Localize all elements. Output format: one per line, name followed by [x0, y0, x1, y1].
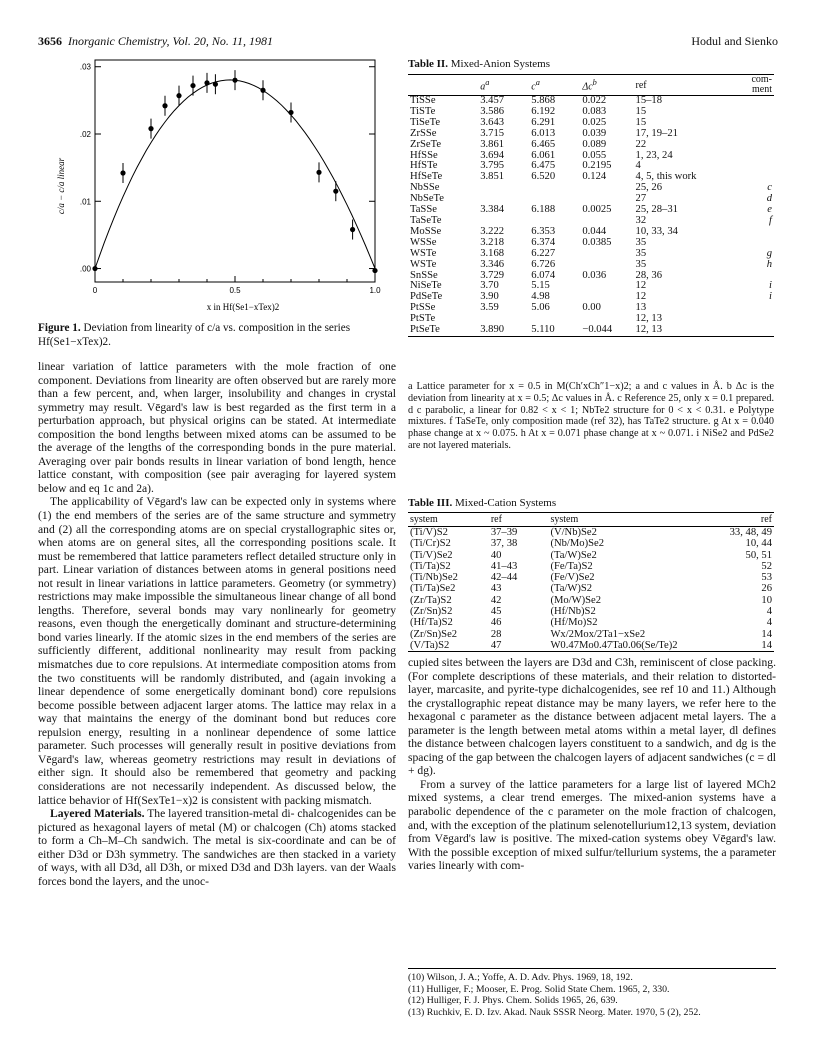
cell-ref: 28, 36: [635, 269, 663, 281]
cell-ref: 10, 44: [745, 538, 772, 550]
cell-dc: [580, 249, 633, 260]
table-row: [408, 640, 774, 652]
col-system-1: system: [408, 513, 489, 527]
cell-ref: 25, 28–31: [635, 204, 678, 216]
data-point: [176, 93, 181, 98]
chart-points: [92, 70, 377, 280]
cell-dc: 0.036: [582, 269, 607, 281]
cell-ref: 17, 19–21: [635, 127, 678, 139]
table-row: [408, 325, 774, 336]
cell-system: PtSSe: [410, 302, 436, 314]
cell-dc: [580, 260, 633, 271]
running-authors: Hodul and Sienko: [691, 34, 778, 48]
cell-c: 6.188: [531, 204, 556, 216]
cell-a: 3.218: [480, 236, 505, 248]
cell-dc: 0.2195: [582, 160, 612, 172]
y-tick-label: .01: [79, 197, 91, 207]
cell-ref: 28: [490, 628, 502, 640]
section-heading: Layered Materials.: [50, 807, 145, 821]
table-row: [408, 550, 774, 561]
cell-system: SnSSe: [410, 269, 438, 281]
reference: (13) Ruchkiv, E. D. Izv. Akad. Nauk SSSR Neorg. Mater. 1970, 5 (2), 252.: [408, 1006, 701, 1018]
cell-system: TiSeTe: [410, 116, 441, 128]
col-dc-sup: b: [592, 77, 597, 87]
left-column-text: [38, 360, 396, 888]
journal-title: Inorganic Chemistry, Vol. 20, No. 11, 1981: [68, 34, 273, 48]
paragraph: From a survey of the lattice parameters for a large list of layered MCh2 mixed systems, a clear trend emerges. The mixed-anion systems have a parabolic dependence of the c parameter on the mole fraction of chalcogen, and, with the exception of the platinum selenotellurium12,13 system, deviation from Vēgard's law is positive. The mixed-cation systems obey Vēgard's law. With the possible exception of mixed sulfur/tellurium systems, the a parameter varies linearly with com-: [408, 777, 776, 873]
cell-a: 3.795: [480, 160, 505, 172]
cell-ref: 10, 33, 34: [635, 225, 678, 237]
cell-ref: 50, 51: [745, 549, 772, 561]
cell-system: MoSSe: [410, 225, 442, 237]
cell-system: (Ti/V)Se2: [410, 549, 453, 561]
cell-comment: d: [766, 193, 772, 205]
cell-system: (V/Ta)S2: [408, 640, 489, 652]
col-ref-1: ref: [489, 513, 549, 527]
cell-comment: [736, 118, 774, 129]
cell-ref: 52: [761, 560, 772, 572]
table-3-title-text: Mixed-Cation Systems: [454, 497, 557, 509]
cell-comment: f: [769, 214, 772, 226]
table-row: [408, 129, 774, 140]
col-a: a: [480, 81, 486, 93]
cell-c: 5.868: [531, 95, 556, 106]
col-c: c: [531, 81, 536, 93]
data-point: [162, 103, 167, 108]
cell-system: (Fe/V)Se2: [550, 572, 595, 584]
cell-system: NbSeTe: [410, 193, 444, 205]
table-3: [408, 512, 774, 652]
cell-dc: 0.025: [582, 116, 607, 128]
col-a-sup: a: [485, 77, 490, 87]
data-point: [190, 83, 195, 88]
table-row: [408, 629, 774, 640]
paragraph-layered: [38, 807, 396, 888]
cell-ref: 35: [635, 236, 647, 248]
cell-a: 3.346: [480, 258, 505, 270]
cell-ref: 25, 26: [635, 182, 663, 194]
page-header: [38, 34, 778, 49]
data-point: [372, 268, 377, 273]
cell-dc: 0.0025: [582, 204, 612, 216]
table-row: [408, 538, 774, 549]
cell-comment: [736, 140, 774, 151]
cell-dc: 0.044: [582, 225, 607, 237]
table-row: [408, 303, 774, 314]
reference: (11) Hulliger, F.; Mooser, E. Prog. Solid State Chem. 1965, 2, 330.: [408, 983, 670, 995]
cell-dc: 0.083: [582, 105, 607, 117]
cell-c: 5.15: [531, 280, 550, 292]
col-c-sup: a: [535, 77, 540, 87]
table-row: [408, 281, 774, 292]
data-point: [316, 170, 321, 175]
cell-comment: h: [766, 258, 772, 270]
cell-dc: [580, 183, 633, 194]
cell-system: PdSeTe: [410, 291, 443, 303]
cell-system: NiSeTe: [410, 280, 442, 292]
x-tick-label: 0.5: [229, 286, 241, 295]
table-row: [408, 271, 774, 282]
table-3-body: [408, 527, 774, 652]
cell-a: 3.861: [480, 138, 505, 150]
cell-dc: −0.044: [580, 325, 633, 336]
figure-label: Figure 1.: [38, 322, 81, 334]
chart-ticks: [80, 63, 381, 295]
table-row: [408, 572, 774, 583]
cell-ref: 41–43: [490, 560, 518, 572]
cell-comment: [736, 325, 774, 336]
cell-c: 6.192: [531, 105, 556, 117]
table-2-footnotes: a Lattice parameter for x = 0.5 in M(Ch′xCh″1−x)2; a and c values in Å. b Δc is the deviation from linearity at x = 0.5; Δc values in Å. c Reference 25, only x = 0.1 prepared. d c parabolic, a linear for 0.82 < x < 1; NbTe2 structure for 0 < x < 0.31. e Polytype mixtures. f TaSeTe, only composition made (ref 32), has TaTe2 structure. g At x = 0.040 phase change at x ~ 0.075. h At x = 0.071 phase change at x ~ 0.071. i NiSe2 and PdSe2 are not layered materials.: [408, 381, 774, 451]
cell-c: 6.074: [531, 269, 556, 281]
cell-system: WSTe: [410, 258, 437, 270]
table-3-title: [408, 497, 556, 509]
figure-1-chart: [40, 54, 390, 316]
cell-comment: [736, 161, 774, 172]
cell-c: 6.520: [531, 171, 556, 183]
right-column-text: [408, 656, 776, 873]
col-comment: com- ment: [751, 74, 772, 95]
cell-system: (Hf/Ta)S2: [410, 617, 453, 629]
table-row: [408, 583, 774, 594]
table-row: [408, 238, 774, 249]
cell-system: (Fe/Ta)S2: [550, 560, 593, 572]
cell-dc: 0.022: [582, 95, 607, 106]
cell-a: 3.851: [480, 171, 505, 183]
cell-comment: [736, 96, 774, 107]
cell-ref: 37–39: [490, 527, 518, 538]
cell-system: NbSSe: [410, 182, 440, 194]
cell-c: 6.013: [531, 127, 556, 139]
cell-ref: 43: [490, 583, 502, 595]
reference: (10) Wilson, J. A.; Yoffe, A. D. Adv. Phys. 1969, 18, 192.: [408, 972, 633, 983]
cell-comment: [736, 303, 774, 314]
cell-c: 6.465: [531, 138, 556, 150]
cell-system: HfSSe: [410, 149, 438, 161]
cell-a: 3.70: [480, 280, 499, 292]
cell-system: (Hf/Nb)S2: [550, 606, 596, 618]
col-ref: ref: [635, 79, 647, 91]
table-row: [408, 561, 774, 572]
cell-system: (Ti/Cr)S2: [410, 538, 451, 550]
cell-ref: 22: [635, 138, 647, 150]
cell-ref: 14: [761, 628, 772, 640]
cell-ref: 4: [635, 160, 641, 172]
cell-a: 3.222: [480, 225, 505, 237]
cell-ref: 42–44: [490, 572, 518, 584]
col-system-2: system: [548, 513, 709, 527]
plot-frame: [95, 60, 375, 282]
table-row: [408, 260, 774, 271]
cell-comment: [736, 227, 774, 238]
cell-comment: [736, 314, 774, 325]
cell-ref: 12, 13: [634, 325, 736, 336]
cell-ref: 47: [489, 640, 549, 652]
cell-system: (Ti/Ta)S2: [410, 560, 451, 572]
cell-system: WSTe: [410, 247, 437, 259]
cell-ref: 37, 38: [490, 538, 518, 550]
data-point: [204, 80, 209, 85]
cell-system: ZrSeTe: [410, 138, 442, 150]
table-row: [408, 617, 774, 628]
cell-system: TiSTe: [410, 105, 436, 117]
paragraph: cupied sites between the layers are D3d and C3h, reminiscent of close packing. (For complete descriptions of these materials, and their relation to distorted-layer, marcasite, and pyrite-type dichalcogenides, see ref 10 and 11.) Although the crystallographic repeat distance may be many layers, we refer here to the hexagonal c parameter as the distance between adjacent metal layers. The a parameter is the length between metal atoms within a metal layer, dl defines the distance between chalcogen layers constituent to a sandwich, and dg is the spacing of the gap between the chalcogen layers of adjacent sandwiches (c = dl + dg).: [408, 656, 776, 778]
table-row: [408, 172, 774, 183]
cell-ref: 26: [761, 583, 772, 595]
cell-c: 6.061: [531, 149, 556, 161]
cell-a: [478, 183, 529, 194]
cell-system: (Zr/Sn)Se2: [410, 628, 458, 640]
cell-dc: 0.00: [582, 302, 601, 314]
paragraph: linear variation of lattice parameters with the mole fraction of one component. Deviations from linearity are often observed but are rarely more than a few percent, and, when larger, insolubility and changes in crystal symmetry may result. Vēgard's law is best regarded as the first term in a perturbation approach, but physical origins can be stated. At intermediate composition the bond lengths between mixed atoms can be assumed to be the average of the lengths of the corresponding bonds in the pure material. Averaging over pair bonds results in linear variation of bond length, hence lattice constant, with composition (see pair averaging for layered system below and eq 1c and 2a).: [38, 360, 396, 495]
cell-system: (Hf/Mo)S2: [550, 617, 598, 629]
cell-comment: [736, 129, 774, 140]
cell-dc: 0.0385: [582, 236, 612, 248]
paragraph: The applicability of Vēgard's law can be expected only in systems where (1) the end members of the series are of the same structure and symmetry and (2) all the corresponding atoms are on special crystallographic sites or, when atoms are on general sites, all the corresponding positions scale. It must be remembered that lattice parameters reflect detailed structure only in part. Linear variation of distances between atoms in general positions need not result in linear variations in lattice parameters. Geometry (or symmetry) restrictions may make impossible the simultaneous linear change of all bond lengths. Therefore, several bonds may vary nonlinearly for geometry reasons, even though the energetically dominant and structure-determining bond varies linearly. If the atomic sizes in the end members of the series are sufficiently different, additional nonlinearity may result from packing mismatches due to core repulsions. At intermediate composition atoms from the two constituents will be randomly distributed, and (again invoking a linear dependence of some energetically dominant bond) core repulsions become possible between adjacent larger atoms. The lattice may relax in a way that maintains the energy of the dominant bond but reduces core repulsion energy, resulting in a nonlinear dependence of some lattice parameter. Such processes will generally result in positive deviations from Vēgard's law, whereas geometry restrictions may result in deviations of either sign. It should also be remembered that geometry and packing considerations are not necessarily independent. As discussed below, the lattice behavior of Hf(SexTe1−x)2 is consistent with packing mismatch.: [38, 495, 396, 807]
cell-c: 5.110: [529, 325, 580, 336]
cell-system: (Ti/V)S2: [410, 527, 448, 538]
cell-comment: i: [769, 291, 772, 303]
data-point: [92, 266, 97, 271]
y-tick-label: .00: [79, 264, 91, 274]
cell-c: 5.06: [531, 302, 550, 314]
cell-a: 3.586: [480, 105, 505, 117]
cell-dc: [580, 281, 633, 292]
cell-c: 6.353: [531, 225, 556, 237]
table-2-label: Table II.: [408, 58, 448, 70]
cell-comment: i: [769, 280, 772, 292]
cell-a: 3.694: [480, 149, 505, 161]
x-tick-label: 0: [92, 286, 98, 295]
data-point: [213, 82, 218, 87]
cell-dc: 0.089: [582, 138, 607, 150]
cell-dc: 0.039: [582, 127, 607, 139]
table-row: [408, 249, 774, 260]
table-3-label: Table III.: [408, 497, 453, 509]
cell-a: 3.715: [480, 127, 505, 139]
cell-system: (Ti/Nb)Se2: [410, 572, 458, 584]
cell-ref: 4, 5, this work: [635, 171, 697, 183]
cell-system: (Mo/W)Se2: [550, 594, 602, 606]
cell-a: 3.168: [480, 247, 505, 259]
cell-system: PtSeTe: [408, 325, 478, 336]
data-point: [288, 110, 293, 115]
cell-ref: 27: [635, 193, 647, 205]
cell-a: 3.457: [480, 95, 505, 106]
table-2-title: [408, 58, 550, 70]
cell-system: TaSeTe: [410, 214, 442, 226]
table-2: [408, 74, 774, 337]
cell-ref: 35: [635, 258, 647, 270]
data-point: [120, 170, 125, 175]
table-row: [408, 527, 774, 539]
cell-comment: [736, 151, 774, 162]
cell-ref: 33, 48, 49: [729, 527, 772, 538]
col-ref-2: ref: [709, 513, 774, 527]
figure-caption: [38, 322, 396, 349]
cell-ref: 12, 13: [635, 313, 663, 325]
cell-dc: 0.055: [582, 149, 607, 161]
cell-ref: 42: [490, 594, 502, 606]
cell-system: ZrSSe: [410, 127, 437, 139]
cell-c: 6.475: [531, 160, 556, 172]
figure-caption-text: Deviation from linearity of c/a vs. composition in the series Hf(Se1−xTex)2.: [38, 322, 351, 348]
cell-a: 3.90: [480, 291, 499, 303]
cell-a: 3.890: [478, 325, 529, 336]
cell-ref: 12: [635, 280, 647, 292]
cell-system: (Ta/W)S2: [550, 583, 593, 595]
cell-c: 6.227: [531, 247, 556, 259]
data-point: [148, 126, 153, 131]
cell-c: 6.726: [531, 258, 556, 270]
cell-comment: [736, 107, 774, 118]
cell-system: (Ti/Ta)Se2: [410, 583, 456, 595]
cell-ref: 10: [761, 594, 772, 606]
cell-ref: 15: [635, 116, 647, 128]
cell-ref: 12: [635, 291, 647, 303]
cell-ref: 15: [635, 105, 647, 117]
cell-ref: 46: [490, 617, 502, 629]
cell-dc: 0.124: [582, 171, 607, 183]
cell-ref: 32: [635, 214, 647, 226]
cell-system: (Zr/Ta)S2: [410, 594, 452, 606]
cell-a: 3.384: [480, 204, 505, 216]
cell-system: TaSSe: [410, 204, 437, 216]
paragraph-lead: The layered transition-metal di-: [147, 807, 295, 821]
cell-c: [529, 183, 580, 194]
y-axis-label: c/a − c/a linear: [56, 157, 66, 215]
cell-system: WSSe: [410, 236, 437, 248]
cell-system: (Ta/W)Se2: [550, 549, 597, 561]
table-row: [408, 140, 774, 151]
x-tick-label: 1.0: [369, 286, 381, 295]
reference: (12) Hulliger, F. J. Phys. Chem. Solids 1965, 26, 639.: [408, 995, 618, 1007]
cell-ref: 45: [490, 606, 502, 618]
cell-system: Wx/2Mox/2Ta1−xSe2: [550, 628, 646, 640]
cell-ref: 15–18: [635, 95, 663, 106]
table-row: [408, 183, 774, 194]
data-point: [232, 78, 237, 83]
cell-system: (V/Nb)Se2: [550, 527, 597, 538]
table-row: [408, 205, 774, 216]
fit-curve: [95, 80, 375, 269]
cell-c: 6.291: [531, 116, 556, 128]
table-row: [408, 606, 774, 617]
cell-ref: 4: [766, 617, 772, 629]
cell-comment: e: [767, 204, 772, 216]
x-axis-label: x in Hf(Se1−xTex)2: [206, 302, 280, 312]
cell-system: (Zr/Sn)S2: [410, 606, 453, 618]
cell-system: HfSeTe: [410, 171, 443, 183]
cell-comment: c: [767, 182, 772, 194]
cell-ref: 1, 23, 24: [635, 149, 673, 161]
col-dc: Δc: [582, 81, 593, 93]
references: [408, 968, 776, 1018]
cell-system: (Nb/Mo)Se2: [550, 538, 604, 550]
cell-ref: 40: [490, 549, 502, 561]
data-point: [260, 88, 265, 93]
cell-ref: 53: [761, 572, 772, 584]
cell-ref: 4: [766, 606, 772, 618]
table-row: [408, 595, 774, 606]
cell-a: 3.59: [480, 302, 499, 314]
cell-system: HfSTe: [410, 160, 438, 172]
cell-system: PtSTe: [410, 313, 436, 325]
y-tick-label: .03: [79, 62, 91, 72]
cell-system: TiSSe: [410, 95, 436, 106]
page-number: 3656: [38, 34, 62, 48]
cell-a: 3.729: [480, 269, 505, 281]
cell-c: 4.98: [531, 291, 550, 303]
data-point: [350, 227, 355, 232]
cell-ref: 35: [635, 247, 647, 259]
data-point: [333, 189, 338, 194]
cell-ref: 13: [635, 302, 647, 314]
cell-c: 6.374: [531, 236, 556, 248]
cell-system: W0.47Mo0.47Ta0.06(Se/Te)2: [548, 640, 709, 652]
cell-ref: 14: [709, 640, 774, 652]
chart-axes: [95, 60, 375, 282]
cell-a: 3.643: [480, 116, 505, 128]
y-tick-label: .02: [79, 130, 91, 139]
cell-comment: g: [766, 247, 772, 259]
table-2-title-text: Mixed-Anion Systems: [450, 58, 551, 70]
table-2-body: [408, 96, 774, 337]
paragraph-body: chalcogenides can be pictured as hexagonal layers of metal (M) or chalcogen (Ch) atoms stacked to form a Ch–M–Ch sandwich. The metal is six-coordinate and can be of either D3d or D3h symmetry. The sandwiches are then stacked in a variety of ways, with all D3d, all D3h, or mixed D3d and D3h layers. van der Waals forces bond the layers, and the unoc-: [38, 807, 396, 888]
